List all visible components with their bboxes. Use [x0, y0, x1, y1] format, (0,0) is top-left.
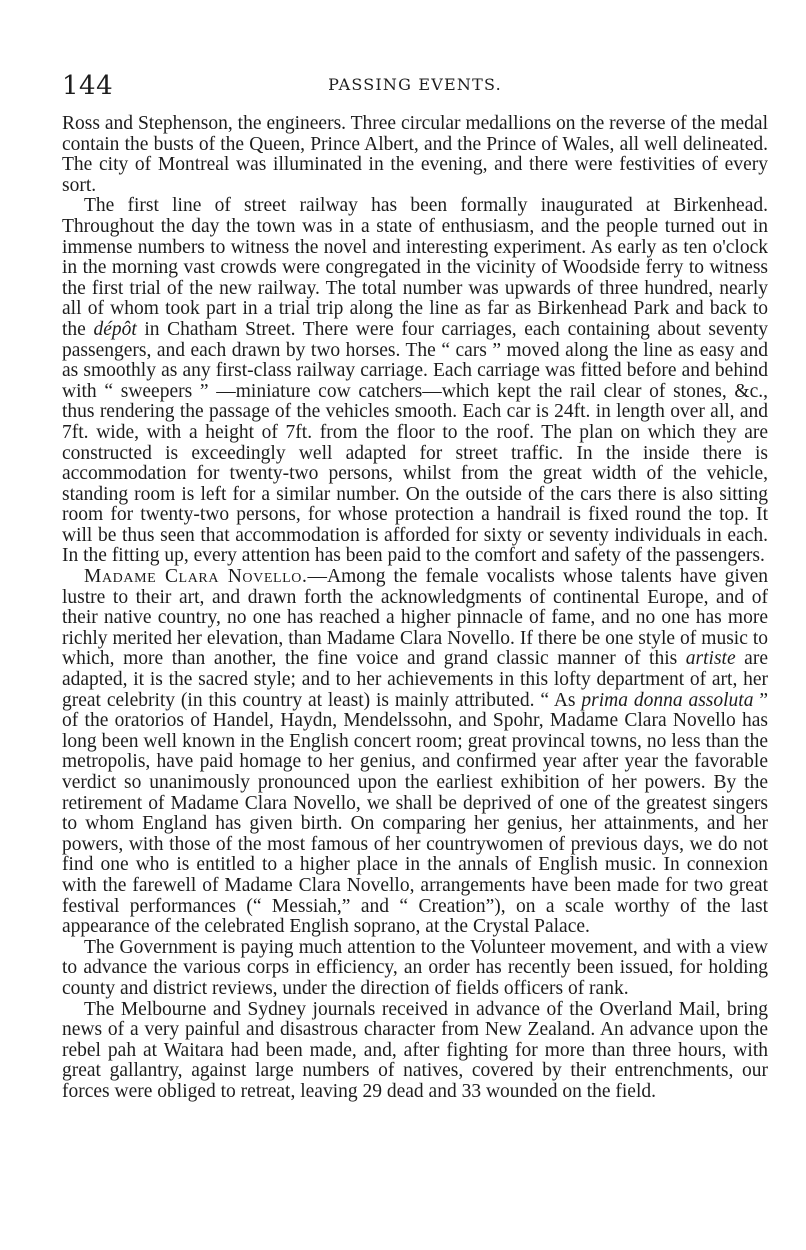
paragraph-clara-novello [62, 567, 768, 938]
paragraph-text: are adapted, it is the sacred style; and to her achievements in this lofty department of art, her great celebrity (in this country at least) is mainly attributed. “ As [62, 648, 768, 711]
paragraph-text: —Among the female vocalists whose talents have given lustre to their art, and drawn forth the acknowledgments of continental Europe, and of their native country, no one has reached a higher pinnacle of fame, and no one has more richly merited her elevation, than Madame Clara Novello. If there be one style of music to which, more than another, the fine voice and grand classic manner of this [62, 566, 768, 670]
paragraph-text: The Government is paying much attention to the Volunteer movement, and with a view to advance the various corps in efficiency, an order has recently been issued, for holding county and district reviews, under the direction of fields officers of rank. [62, 936, 768, 999]
section-heading: Madame Clara Novello. [84, 566, 308, 588]
paragraph-birkenhead-railway [62, 196, 768, 567]
italic-artiste: artiste [685, 648, 736, 670]
paragraph-text: in Chatham Street. There were four carriages, each containing about seventy passengers, and each drawn by two horses. The “ cars ” moved along the line as easy and as smoothly as any first-class railway carriage. Each carriage was fitted before and behind with “ sweepers ” —miniature cow catchers—which kept the rail clear of stones, &c., thus rendering the passage of the vehicles smooth. Each car is 24ft. in length over all, and 7ft. wide, with a height of 7ft. from the floor to the roof. The plan on which they are constructed is exceedingly well adapted for street traffic. In the inside there is accommodation for twenty-two persons, whilst from the great width of the vehicle, standing room is left for a similar number. On the outside of the cars there is also sitting room for twenty-two persons, for whose protection a handrail is fixed round the top. It will be thus seen that accommodation is afforded for sixty or seventy individuals in each. In the fitting up, every attention has been paid to the comfort and safety of the passengers. [62, 318, 768, 567]
page-number: 144 [62, 71, 114, 101]
article-body [62, 114, 768, 1103]
italic-depot: dépôt [93, 318, 137, 340]
paragraph-text: Ross and Stephenson, the engineers. Three circular medallions on the reverse of the medal contain the busts of the Queen, Prince Albert, and the Prince of Wales, all well delineated. The city of Montreal was illuminated in the evening, and there were festivities of every sort. [62, 113, 768, 196]
paragraph-new-zealand [62, 1000, 768, 1103]
paragraph-text: The first line of street railway has been formally inaugurated at Birkenhead. Throughout the day the town was in a state of enthusiasm, and the people turned out in immense numbers to witness the novel and interesting experiment. As early as ten o'clock in the morning vast crowds were congregated in the vicinity of Woodside ferry to witness the first trial of the new railway. The total number was upwards of three hundred, nearly all of whom took part in a trial trip along the line as far as Birkenhead Park and back to the [62, 195, 768, 340]
paragraph-medal-continuation [62, 114, 768, 196]
paragraph-text: ” of the oratorios of Handel, Haydn, Mendelssohn, and Spohr, Madame Clara Novello has long been well known in the English concert room; great provincal towns, no less than the metropolis, have paid homage to her genius, and confirmed year after year the favorable verdict so unanimously pronounced upon the earliest exhibition of her powers. By the retirement of Madame Clara Novello, we shall be deprived of one of the greatest singers to whom England has given birth. On comparing her genius, her attainments, and her powers, with those of the most famous of her countrywomen of previous days, we do not find one who is entitled to a higher place in the annals of English music. In connexion with the farewell of Madame Clara Novello, arrangements have been made for two great festival performances (“ Messiah,” and “ Creation”), on a scale worthy of the last appearance of the celebrated English soprano, at the Crystal Palace. [62, 689, 769, 938]
paragraph-volunteer-movement [62, 938, 768, 1000]
running-head [62, 72, 768, 112]
italic-prima-donna: prima donna assoluta [581, 689, 754, 711]
page [62, 72, 768, 1103]
paragraph-text: The Melbourne and Sydney journals received in advance of the Overland Mail, bring news of a very painful and disastrous character from New Zealand. An advance upon the rebel pah at Waitara had been made, and, after fighting for more than three hours, with great gallantry, against large numbers of natives, covered by their entrenchments, our forces were obliged to retreat, leaving 29 dead and 33 wounded on the field. [62, 998, 768, 1102]
running-title: PASSING EVENTS. [328, 75, 502, 94]
